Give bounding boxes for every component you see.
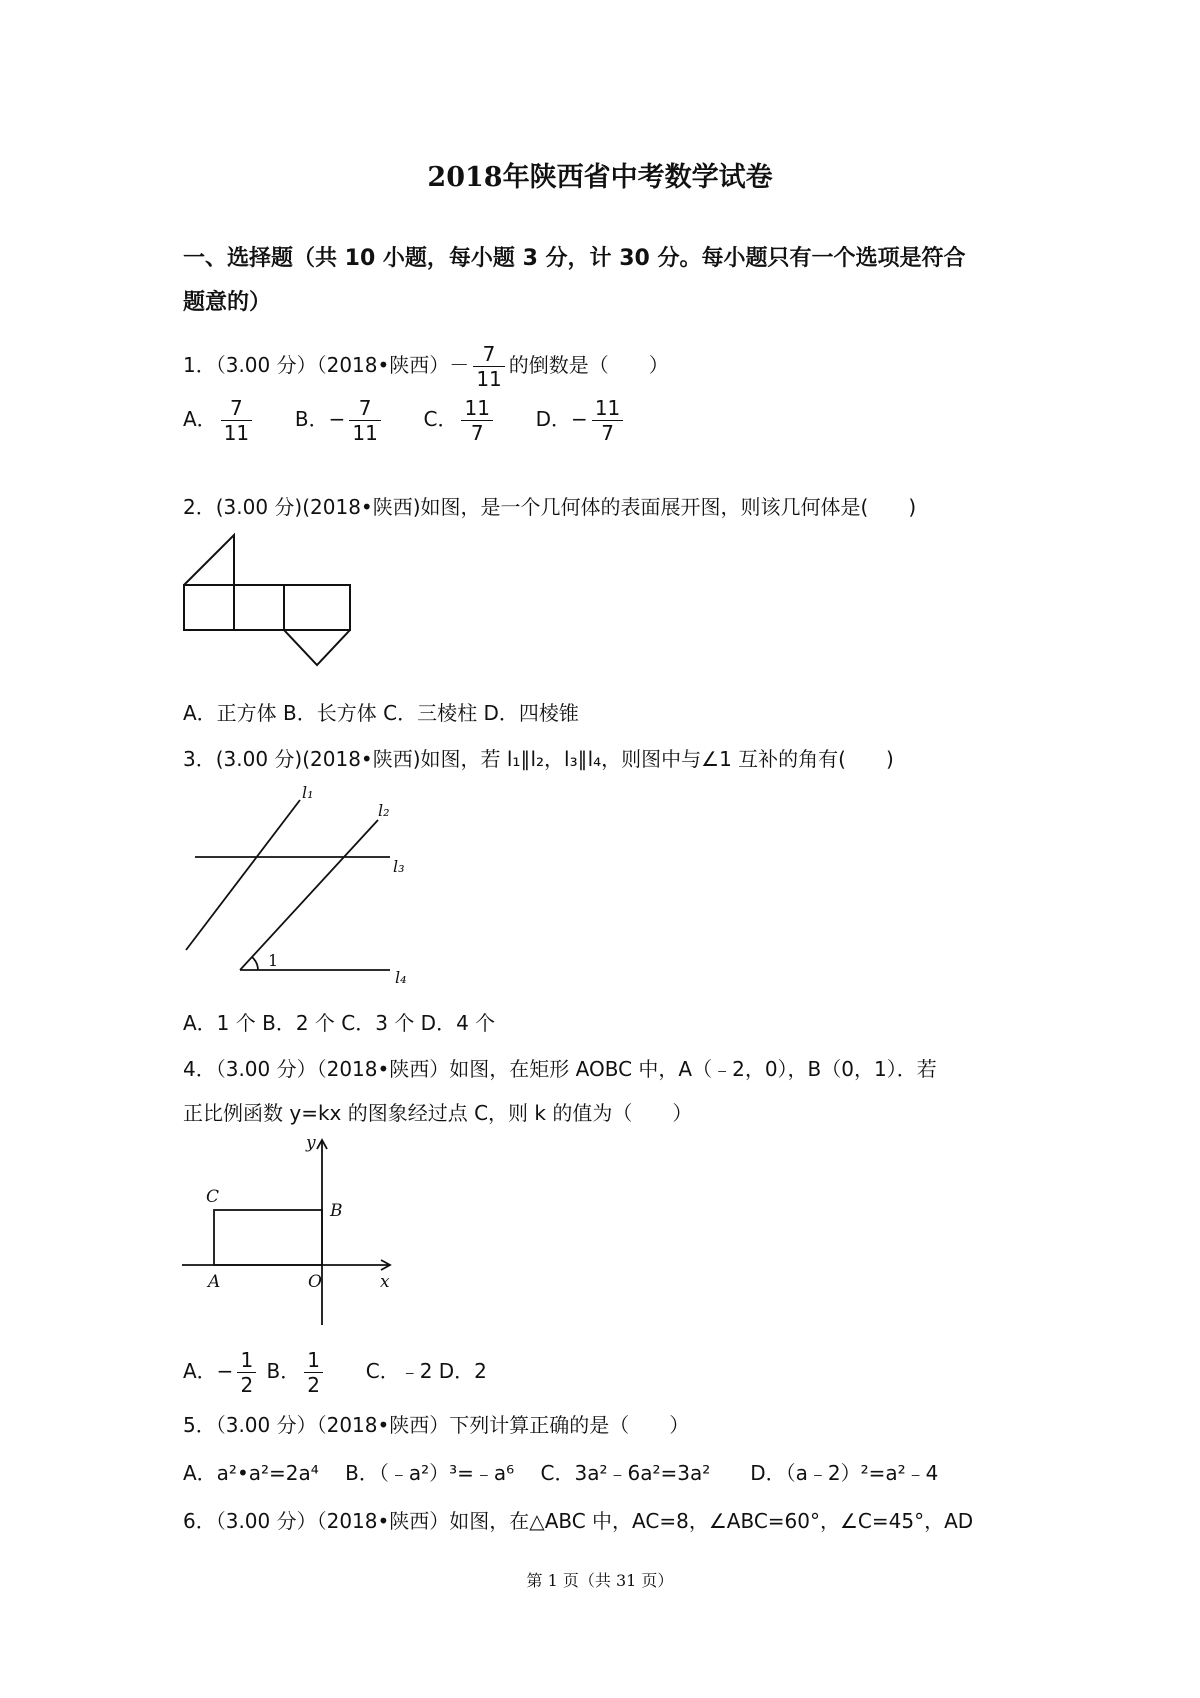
q4-b-num: 1 (304, 1348, 323, 1373)
q4-rectangle-AOBC (214, 1210, 322, 1265)
q4-label-B: B (330, 1201, 343, 1221)
q3-line-l1 (186, 800, 300, 950)
section-heading-line1: 一、选择题（共 10 小题，每小题 3 分，计 30 分。每小题只有一个选项是符合 (183, 246, 966, 271)
q1-option-c-frac (461, 396, 492, 445)
q4-label-x: x (380, 1272, 390, 1292)
q1-a-num: 7 (221, 396, 252, 421)
q5-options: A．a²•a²=2a⁴ B．（﹣a²）³=﹣a⁶ C．3a²﹣6a²=3a² D．（a﹣2）²=a²﹣4 (183, 1461, 939, 1485)
page-footer: 第 1 页（共 31 页） (526, 1571, 674, 1590)
q4-label-C: C (206, 1187, 220, 1207)
q2-options: A．正方体 B．长方体 C．三棱柱 D．四棱锥 (183, 701, 579, 725)
q1-suffix: 的倒数是（ ） (508, 353, 669, 377)
question-6: 6．（3.00 分）（2018•陕西）如图，在△ABC 中，AC=8，∠ABC=60°，∠C=45°，AD (183, 1509, 974, 1533)
q4-option-a-frac (237, 1348, 256, 1397)
q3-line-l2 (240, 820, 378, 970)
q1-options (183, 396, 627, 445)
question-2: 2．(3.00 分)(2018•陕西)如图，是一个几何体的表面展开图，则该几何体是( ) (183, 495, 917, 519)
q1-option-a-frac (221, 396, 252, 445)
question-4-line1: 4．（3.00 分）（2018•陕西）如图，在矩形 AOBC 中，A（﹣2，0），B（0，1）．若 (183, 1057, 937, 1081)
q1-option-b-frac (349, 396, 380, 445)
q1-d-den: 7 (601, 421, 614, 445)
q1-option-d-label: D．− (535, 407, 588, 431)
q1-a-den: 11 (223, 421, 250, 445)
q1-b-den: 11 (352, 421, 378, 445)
q3-label-l2: l₂ (378, 801, 390, 820)
q3-angle-arc (252, 957, 258, 970)
q4-b-den: 2 (307, 1373, 321, 1397)
q2-net-figure (180, 530, 360, 670)
q3-label-l3: l₃ (393, 857, 405, 876)
q4-a-num: 1 (237, 1348, 256, 1373)
q1-option-b-label: B．− (294, 407, 346, 431)
q1-c-num: 11 (461, 396, 492, 421)
q4-option-cd: C．﹣2 D．2 (365, 1359, 487, 1383)
q2-net-rect-1 (184, 585, 234, 630)
q3-options: A．1 个 B．2 个 C．3 个 D．4 个 (183, 1011, 496, 1035)
q1-b-num: 7 (349, 396, 380, 421)
q4-a-den: 2 (240, 1373, 254, 1397)
q1-frac-den: 11 (476, 367, 502, 391)
q1-d-num: 11 (592, 396, 623, 421)
q2-net-rect-3 (284, 585, 350, 630)
q1-prefix: 1．（3.00 分）（2018•陕西）－ (183, 353, 470, 377)
q4-option-b-frac (304, 1348, 323, 1397)
q3-label-angle1: 1 (268, 951, 279, 970)
q2-net-rect-2 (234, 585, 284, 630)
q2-net-bottom-triangle (284, 630, 350, 665)
question-1 (183, 342, 669, 391)
q1-option-d-frac (592, 396, 623, 445)
q4-label-y: y (306, 1133, 316, 1153)
q1-frac-num: 7 (473, 342, 504, 367)
q1-option-c-label: C． (423, 407, 458, 431)
q4-option-b-label: B． (266, 1359, 301, 1383)
q3-lines-figure (180, 780, 440, 995)
q2-net-top-triangle (184, 535, 234, 585)
question-5: 5．（3.00 分）（2018•陕西）下列计算正确的是（ ） (183, 1413, 690, 1437)
section-heading-line2: 题意的） (183, 290, 272, 315)
q3-label-l4: l₄ (395, 968, 407, 987)
q4-rectangle-figure (180, 1132, 400, 1327)
q4-label-O: O (308, 1272, 322, 1292)
q4-label-A: A (208, 1272, 221, 1292)
question-4-line2: 正比例函数 y=kx 的图象经过点 C，则 k 的值为（ ） (183, 1101, 693, 1125)
q1-option-a-label: A． (183, 407, 217, 431)
q4-options (183, 1348, 487, 1397)
q4-option-a-label: A．− (183, 1359, 234, 1383)
q1-fraction (473, 342, 504, 391)
q3-label-l1: l₁ (302, 783, 314, 802)
q1-c-den: 7 (470, 421, 484, 445)
question-3: 3．(3.00 分)(2018•陕西)如图，若 l₁∥l₂，l₃∥l₄，则图中与∠1 互补的角有( ) (183, 747, 894, 771)
page-title: 2018年陕西省中考数学试卷 (427, 162, 773, 193)
